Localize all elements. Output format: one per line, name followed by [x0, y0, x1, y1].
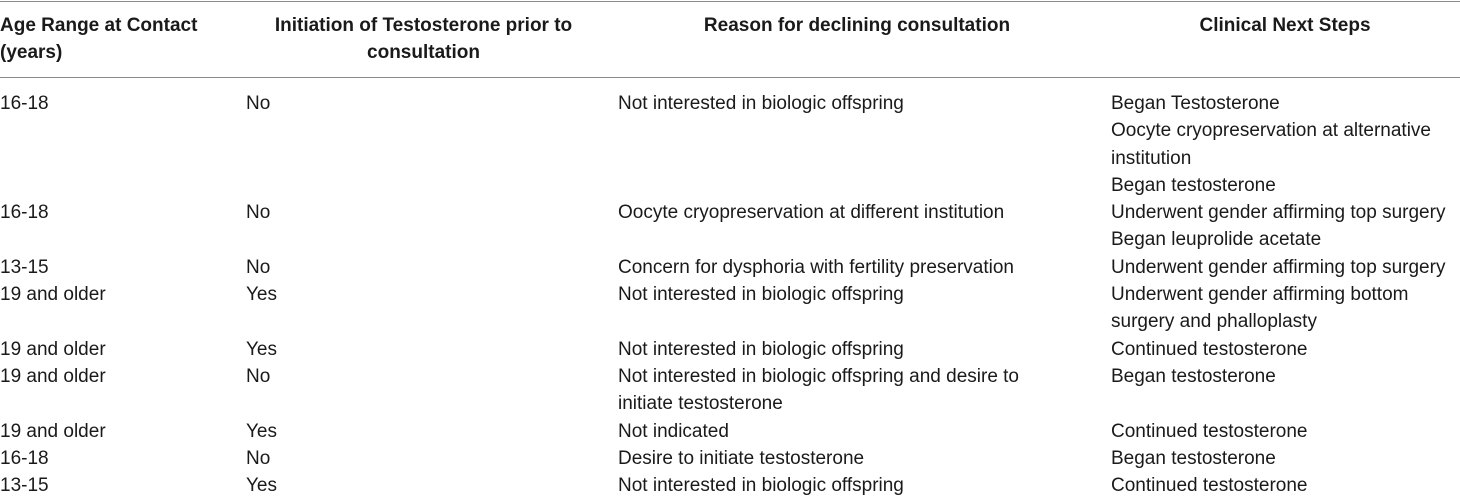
- next-step-item: Continued testosterone: [1111, 475, 1308, 497]
- testosterone-initiation-cell: Yes: [246, 284, 277, 306]
- reason-cell: Concern for dysphoria with fertility preservation: [618, 256, 1015, 278]
- next-steps-cell: [1111, 418, 1460, 445]
- table-row: [0, 199, 1460, 254]
- header-reason-declining: Reason for declining consultation: [703, 15, 1011, 36]
- next-steps-cell: [1111, 254, 1460, 281]
- table-row: [0, 254, 1460, 281]
- table-row: [0, 445, 1460, 472]
- table-row: [0, 336, 1460, 363]
- testosterone-initiation-cell: No: [246, 365, 271, 387]
- next-steps-cell: [1111, 199, 1460, 254]
- testosterone-initiation-cell: No: [246, 202, 271, 224]
- next-step-item: Oocyte cryopreservation at alternative institution: [1111, 120, 1431, 169]
- reason-cell: Not interested in biologic offspring: [618, 338, 904, 360]
- age-range-cell: 19 and older: [0, 338, 106, 360]
- next-step-item: Underwent gender affirming bottom surgery and phalloplasty: [1111, 284, 1409, 333]
- testosterone-initiation-cell: No: [246, 93, 271, 114]
- table-header-rule: [0, 77, 1460, 78]
- table-top-rule: [0, 1, 1460, 2]
- testosterone-initiation-cell: Yes: [246, 338, 277, 360]
- table-row: [0, 281, 1460, 336]
- testosterone-initiation-cell: Yes: [246, 420, 277, 442]
- testosterone-initiation-cell: Yes: [246, 475, 277, 497]
- table-row: [0, 90, 1460, 199]
- next-step-item: Began Testosterone: [1111, 93, 1280, 114]
- header-age-range: Age Range at Contact (years): [0, 15, 198, 63]
- reason-cell: Oocyte cryopreservation at different institution: [618, 202, 1005, 224]
- table-row: [0, 363, 1460, 418]
- reason-cell: Not interested in biologic offspring and desire to initiate testosterone: [618, 365, 1020, 415]
- reason-cell: Not indicated: [618, 420, 729, 442]
- next-steps-cell: [1111, 336, 1460, 363]
- age-range-cell: 19 and older: [0, 365, 106, 387]
- next-step-item: Underwent gender affirming top surgery: [1111, 256, 1446, 278]
- next-step-item: Continued testosterone: [1111, 338, 1308, 360]
- reason-cell: Not interested in biologic offspring: [618, 475, 904, 497]
- header-testosterone-initiation: Initiation of Testosterone prior to consultation: [274, 15, 573, 63]
- age-range-cell: 16-18: [0, 93, 49, 114]
- age-range-cell: 19 and older: [0, 284, 106, 306]
- header-clinical-next-steps: Clinical Next Steps: [1199, 15, 1371, 36]
- table-row: [0, 472, 1460, 499]
- next-step-item: Began testosterone: [1111, 365, 1276, 387]
- next-steps-cell: [1111, 445, 1460, 472]
- next-step-item: Underwent gender affirming top surgery: [1111, 202, 1446, 224]
- reason-cell: Desire to initiate testosterone: [618, 447, 865, 469]
- age-range-cell: 19 and older: [0, 420, 106, 442]
- testosterone-initiation-cell: No: [246, 447, 271, 469]
- next-steps-cell: [1111, 281, 1460, 336]
- reason-cell: Not interested in biologic offspring: [618, 93, 904, 114]
- next-step-item: Began testosterone: [1111, 174, 1276, 196]
- table-body: [0, 90, 1460, 499]
- age-range-cell: 13-15: [0, 256, 49, 278]
- next-steps-cell: [1111, 472, 1460, 499]
- age-range-cell: 16-18: [0, 202, 49, 224]
- next-step-item: Continued testosterone: [1111, 420, 1308, 442]
- next-steps-cell: [1111, 363, 1460, 390]
- reason-cell: Not interested in biologic offspring: [618, 284, 904, 306]
- next-steps-cell: [1111, 90, 1460, 199]
- age-range-cell: 16-18: [0, 447, 49, 469]
- next-step-item: Began testosterone: [1111, 447, 1276, 469]
- next-step-item: Began leuprolide acetate: [1111, 229, 1322, 251]
- testosterone-initiation-cell: No: [246, 256, 271, 278]
- age-range-cell: 13-15: [0, 475, 49, 497]
- table-row: [0, 418, 1460, 445]
